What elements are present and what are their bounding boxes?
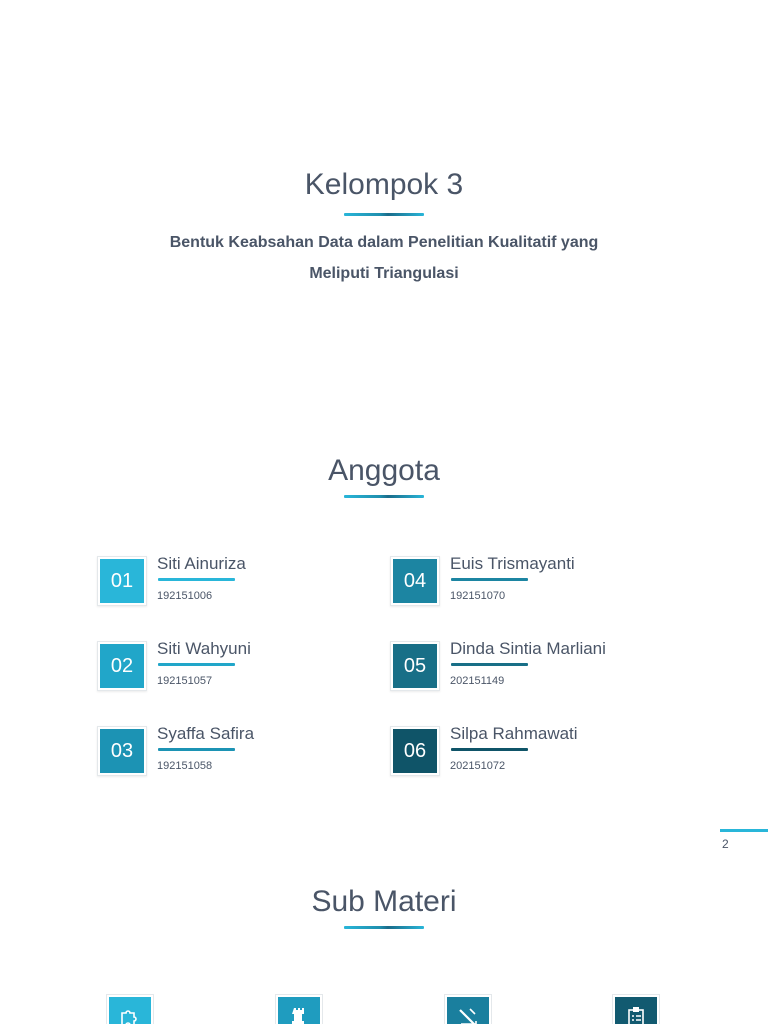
member-number: 01 <box>100 559 144 603</box>
member-card <box>390 556 680 612</box>
page-number: 2 <box>722 837 729 851</box>
sub-materi-tile <box>106 994 154 1024</box>
member-nim: 202151072 <box>450 760 506 772</box>
member-number: 03 <box>100 729 144 773</box>
member-nim: 192151006 <box>157 590 213 602</box>
sub-materi-title-underline <box>344 926 424 929</box>
member-name-underline <box>451 663 528 666</box>
member-card <box>390 641 680 697</box>
sub-materi-tile <box>275 994 323 1024</box>
cover-title-underline <box>344 213 424 216</box>
tower-icon <box>288 1005 310 1024</box>
sub-materi-title: Sub Materi <box>311 885 457 918</box>
ruler-pencil-icon <box>457 1005 479 1024</box>
cover-subtitle-line-2: Meliputi Triangulasi <box>309 265 459 282</box>
member-card <box>97 556 387 612</box>
member-number-box <box>390 556 440 606</box>
puzzle-icon <box>119 1005 141 1024</box>
member-number-box <box>390 726 440 776</box>
member-card <box>390 726 680 782</box>
member-number-box <box>97 641 147 691</box>
member-card <box>97 726 387 782</box>
member-name: Dinda Sintia Marliani <box>450 639 606 658</box>
member-name-underline <box>451 748 528 751</box>
member-number-box <box>97 556 147 606</box>
members-title: Anggota <box>328 454 440 487</box>
member-name: Syaffa Safira <box>157 724 255 743</box>
member-nim: 192151070 <box>450 590 506 602</box>
page-number-marker <box>720 829 768 832</box>
member-name-underline <box>451 578 528 581</box>
members-title-underline <box>344 495 424 498</box>
member-number-box <box>97 726 147 776</box>
member-nim: 192151057 <box>157 675 213 687</box>
member-name: Euis Trismayanti <box>450 554 575 573</box>
cover-subtitle-line-1: Bentuk Keabsahan Data dalam Penelitian Kualitatif yang <box>169 234 599 251</box>
member-name-underline <box>158 663 235 666</box>
member-number-box <box>390 641 440 691</box>
member-name-underline <box>158 578 235 581</box>
sub-materi-tile <box>612 994 660 1024</box>
clipboard-icon <box>625 1005 647 1024</box>
sub-materi-tile <box>444 994 492 1024</box>
member-card <box>97 641 387 697</box>
member-nim: 192151058 <box>157 760 213 772</box>
cover-subtitle <box>120 227 648 289</box>
member-number: 05 <box>393 644 437 688</box>
cover-title: Kelompok 3 <box>304 168 464 201</box>
member-name: Siti Ainuriza <box>157 554 246 573</box>
member-number: 06 <box>393 729 437 773</box>
member-number: 02 <box>100 644 144 688</box>
member-number: 04 <box>393 559 437 603</box>
member-name: Siti Wahyuni <box>157 639 251 658</box>
member-name-underline <box>158 748 235 751</box>
member-nim: 202151149 <box>450 675 505 687</box>
member-name: Silpa Rahmawati <box>450 724 578 743</box>
